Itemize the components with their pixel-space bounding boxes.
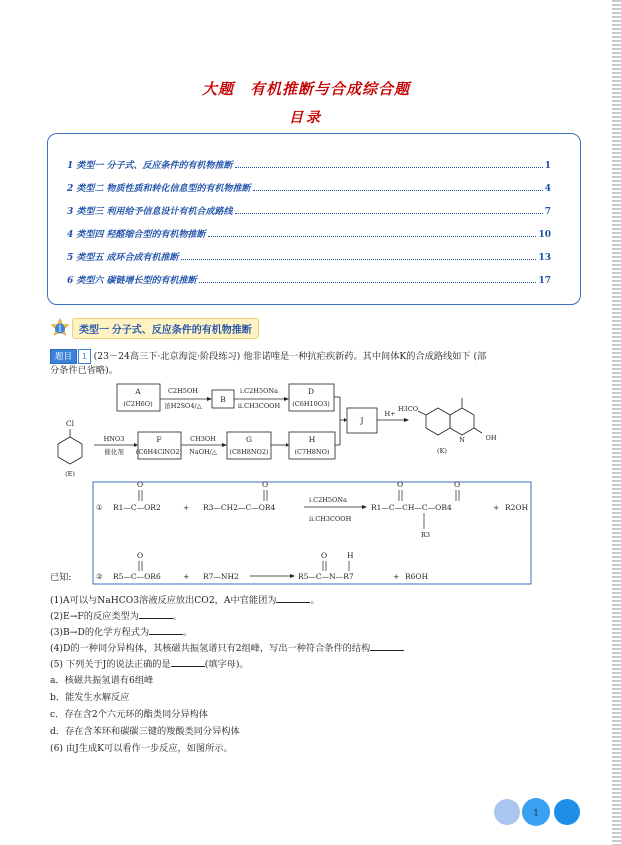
- question-tag: 题目: [50, 349, 77, 364]
- condition-ab-top: C2H5OH: [168, 387, 198, 395]
- toc-entry[interactable]: [67, 226, 551, 240]
- sub-question-5-end: (填字母)。: [204, 659, 249, 670]
- reaction-2-reactant-1: R5—C—OR6: [113, 572, 161, 581]
- toc-entry-page: 7: [544, 207, 551, 217]
- compound-d-formula: (C6H10O3): [292, 400, 330, 408]
- option-c[interactable]: c．存在含2个六元环的酯类同分异构体: [50, 709, 208, 720]
- question-intro-text: (23－24高三下·北京海淀·阶段练习) 他非诺喹是一种抗疟疾新药。其中间体K的合成路线如下 (部: [93, 351, 487, 362]
- known-reactions: [0, 480, 621, 588]
- compound-d-label: D: [307, 387, 315, 396]
- reaction-1-byproduct: R2OH: [505, 503, 529, 512]
- toc-entry-page: 1: [544, 161, 551, 171]
- reaction-1-condition-top: i.C2H5ONa: [309, 496, 347, 504]
- question-intro: [50, 349, 486, 364]
- page-dot-icon: [494, 799, 520, 825]
- compound-k-hydroxyl: OH: [485, 434, 497, 442]
- carbonyl-o: O: [454, 480, 461, 489]
- condition-ab-bottom: 浓H2SO4/△: [164, 402, 202, 410]
- toc-leader: [235, 167, 543, 168]
- toc-entry-page: 10: [538, 230, 551, 240]
- question-number: 1: [78, 349, 91, 364]
- toc-leader: [199, 282, 537, 283]
- toc-entry[interactable]: [67, 249, 551, 263]
- reaction-1-product: R1—C—CH—C—OR4: [371, 503, 452, 512]
- toc-leader: [181, 259, 537, 260]
- section-badge-number: 1: [57, 324, 63, 334]
- carbonyl-o: O: [262, 480, 269, 489]
- compound-e-label: (E): [65, 470, 75, 478]
- toc-entry[interactable]: [67, 180, 551, 194]
- toc-entry-page: 13: [538, 253, 551, 263]
- compound-e-cl: Cl: [65, 419, 75, 428]
- reaction-1-reactant-1: R1—C—OR2: [113, 503, 161, 512]
- sub-question-6: (6) 由J生成K可以看作一步反应，如图所示。: [50, 743, 233, 754]
- reaction-2-number: ②: [96, 572, 103, 581]
- toc-leader: [253, 190, 543, 191]
- toc-entry-label: 4 类型四 羟醛缩合型的有机物推断: [67, 230, 206, 240]
- sub-question-2-text: (2)E→F的反应类型为: [50, 611, 139, 622]
- sub-question-3-end: 。: [183, 627, 193, 638]
- section-label: 类型一 分子式、反应条件的有机物推断: [72, 318, 259, 339]
- condition-jk: H+: [384, 410, 396, 418]
- compound-f-label: F: [156, 435, 162, 444]
- toc-entry-label: 3 类型三 利用给予信息设计有机合成路线: [67, 207, 233, 217]
- sub-question-4: [50, 641, 404, 655]
- answer-blank[interactable]: [149, 625, 183, 635]
- sub-question-5-text: (5) 下列关于J的说法正确的是: [50, 659, 171, 670]
- answer-blank[interactable]: [139, 609, 173, 619]
- page-number-badge: [491, 797, 583, 827]
- sub-question-4-text: (4)D的一种同分异构体，其核磁共振氢谱只有2组峰，写出一种符合条件的结构: [50, 643, 371, 654]
- known-label: 已知:: [50, 572, 72, 583]
- option-a[interactable]: a．核磁共振氢谱有6组峰: [50, 675, 154, 686]
- sub-question-1-end: 。: [310, 595, 320, 606]
- section-header: [50, 318, 259, 338]
- compound-k-nitrogen: N: [459, 436, 465, 444]
- compound-h-formula: (C7H8NO): [294, 448, 330, 456]
- document-title: 大题 有机推断与合成综合题: [201, 80, 410, 98]
- compound-k-label: (K): [437, 447, 447, 455]
- question-intro-cont: 分条件已省略)。: [50, 365, 118, 376]
- sub-question-3: [50, 625, 192, 639]
- compound-a-formula: (C2H6O): [123, 400, 153, 408]
- compound-j-label: J: [360, 416, 364, 425]
- sub-question-2-end: 。: [172, 611, 183, 622]
- condition-bd-bottom: ii.CH3COOH: [237, 402, 281, 410]
- table-of-contents: [47, 133, 581, 305]
- toc-entry-label: 6 类型六 碳链增长型的有机推断: [67, 276, 197, 286]
- toc-heading: 目录: [289, 110, 323, 126]
- carbonyl-o: O: [321, 551, 328, 560]
- toc-entry-label: 5 类型五 成环合成有机推断: [67, 253, 179, 263]
- compound-g-label: G: [246, 435, 252, 444]
- toc-entry[interactable]: [67, 272, 551, 286]
- synthesis-scheme: [0, 380, 621, 480]
- condition-ef-bottom: 催化剂: [104, 448, 124, 456]
- toc-entry-page: 4: [544, 184, 551, 194]
- answer-blank[interactable]: [171, 657, 205, 667]
- condition-bd-top: i.C2H5ONa: [240, 387, 278, 395]
- answer-blank[interactable]: [276, 593, 310, 603]
- sub-question-1-text: (1)A可以与NaHCO3溶液反应放出CO2，A中官能团为: [50, 595, 277, 606]
- reaction-1-condition-bottom: ii.CH3COOH: [309, 515, 352, 523]
- reaction-2-plus-2: +: [393, 572, 400, 581]
- condition-fg-bottom: NaOH/△: [189, 448, 217, 456]
- sub-question-3-text: (3)B→D的化学方程式为: [50, 627, 150, 638]
- reaction-1-plus-2: +: [493, 503, 500, 512]
- carbonyl-o: O: [397, 480, 404, 489]
- option-d[interactable]: d．存在含苯环和碳碳三键的羧酸类同分异构体: [50, 726, 240, 737]
- toc-entry-label: 2 类型二 物质性质和转化信息型的有机物推断: [67, 184, 251, 194]
- reaction-2-product: R5—C—N—R7: [298, 572, 354, 581]
- option-b[interactable]: b．能发生水解反应: [50, 692, 130, 703]
- toc-entry[interactable]: [67, 157, 551, 171]
- badge-icon: [50, 318, 70, 338]
- sub-question-5: [50, 657, 249, 671]
- reaction-2-plus: +: [183, 572, 190, 581]
- toc-entry-label: 1 类型一 分子式、反应条件的有机物推断: [67, 161, 233, 171]
- sub-question-2: [50, 609, 182, 623]
- answer-blank[interactable]: [370, 641, 404, 651]
- reaction-2-reactant-2: R7—NH2: [203, 572, 239, 581]
- page-dot-icon: [554, 799, 580, 825]
- compound-f-formula: (C6H4ClNO2): [135, 448, 183, 456]
- toc-leader: [235, 213, 543, 214]
- page-number: 1: [533, 808, 539, 818]
- toc-leader: [208, 236, 537, 237]
- carbonyl-o: O: [137, 480, 144, 489]
- reaction-1-reactant-2: R3—CH2—C—OR4: [203, 503, 276, 512]
- compound-b-label: B: [220, 395, 226, 404]
- reaction-2-byproduct: R6OH: [405, 572, 429, 581]
- toc-entry[interactable]: [67, 203, 551, 217]
- amide-h: H: [347, 551, 354, 560]
- reaction-1-plus: +: [183, 503, 190, 512]
- carbonyl-o: O: [137, 551, 144, 560]
- compound-g-formula: (C8H8NO2): [229, 448, 269, 456]
- condition-ef-top: HNO3: [103, 435, 125, 443]
- compound-k-methoxy: H3CO: [397, 405, 419, 413]
- reaction-1-substituent: R3: [421, 531, 431, 539]
- compound-a-label: A: [135, 387, 141, 396]
- condition-fg-top: CH3OH: [190, 435, 216, 443]
- toc-entry-page: 17: [538, 276, 551, 286]
- sub-question-1: [50, 593, 320, 607]
- compound-h-label: H: [308, 435, 316, 444]
- reaction-1-number: ①: [96, 503, 103, 512]
